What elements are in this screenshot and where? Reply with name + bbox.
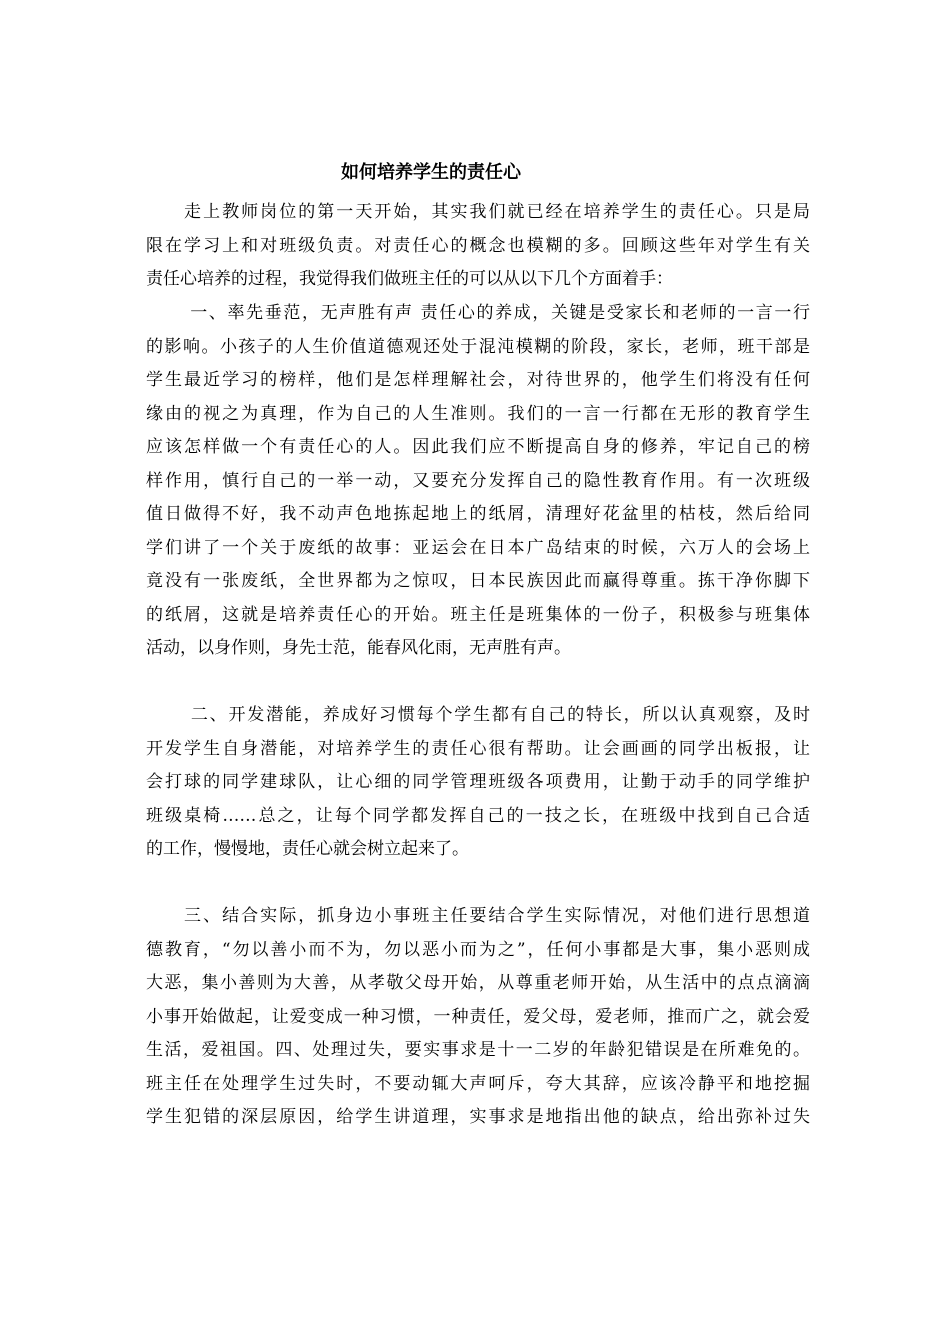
text-line: 小事开始做起，让爱变成一种习惯，一种责任，爱父母，爱老师，推而广之，就会爱 xyxy=(146,1006,810,1027)
text-line: 学生犯错的深层原因，给学生讲道理，实事求是地指出他的缺点，给出弥补过失 xyxy=(146,1107,810,1127)
text-line: 值日做得不好，我不动声色地拣起地上的纸屑，清理好花盆里的枯枝，然后给同 xyxy=(146,504,810,524)
text-line: 班主任在处理学生过失时，不要动辄大声呵斥，夸大其辞，应该冷静平和地挖掘 xyxy=(146,1073,810,1094)
paragraph-intro xyxy=(146,196,810,297)
text-line: 活动，以身作则，身先士范，能春风化雨，无声胜有声。 xyxy=(146,638,571,658)
text-line: 班级桌椅……总之，让每个同学都发挥自己的一技之长，在班级中找到自己合适 xyxy=(146,805,810,826)
text-line: 缘由的视之为真理，作为自己的人生准则。我们的一言一行都在无形的教育学生 xyxy=(146,403,810,424)
text-line: 学生最近学习的榜样，他们是怎样理解社会，对待世界的，他学生们将没有任何 xyxy=(146,370,810,390)
text-line: 样作用，慎行自己的一举一动，又要充分发挥自己的隐性教育作用。有一次班级 xyxy=(146,470,810,491)
text-line: 德教育，“勿以善小而不为，勿以恶小而为之”，任何小事都是大事，集小恶则成 xyxy=(146,939,810,960)
text-line: 学们讲了一个关于废纸的故事：亚运会在日本广岛结束的时候，六万人的会场上 xyxy=(146,537,810,558)
text-line: 的影响。小孩子的人生价值道德观还处于混沌模糊的阶段，家长，老师，班干部是 xyxy=(146,336,810,357)
text-line: 二、开发潜能，养成好习惯每个学生都有自己的特长，所以认真观察，及时 xyxy=(146,705,810,725)
text-line: 限在学习上和对班级负责。对责任心的概念也模糊的多。回顾这些年对学生有关 xyxy=(146,235,810,256)
document-title: 如何培养学生的责任心 xyxy=(341,162,521,183)
text-line: 开发学生自身潜能，对培养学生的责任心很有帮助。让会画画的同学出板报，让 xyxy=(146,738,810,759)
paragraph-section-three xyxy=(146,900,810,1135)
text-line: 应该怎样做一个有责任心的人。因此我们应不断提高自身的修养，牢记自己的榜 xyxy=(146,437,810,457)
text-line: 的纸屑，这就是培养责任心的开始。班主任是班集体的一份子，积极参与班集体 xyxy=(146,604,810,625)
text-line: 竟没有一张废纸，全世界都为之惊叹，日本民族因此而赢得尊重。拣干净你脚下 xyxy=(146,571,810,591)
text-line: 责任心培养的过程，我觉得我们做班主任的可以从以下几个方面着手： xyxy=(146,269,673,289)
paragraph-section-one xyxy=(146,297,810,666)
text-line: 生活，爱祖国。四、处理过失，要实事求是十一二岁的年龄犯错误是在所难免的。 xyxy=(146,1040,810,1060)
text-line: 三、结合实际，抓身边小事班主任要结合学生实际情况，对他们进行思想道 xyxy=(146,906,810,926)
text-line: 大恶，集小善则为大善，从孝敬父母开始，从尊重老师开始，从生活中的点点滴滴 xyxy=(146,973,810,993)
text-line: 走上教师岗位的第一天开始，其实我们就已经在培养学生的责任心。只是局 xyxy=(146,202,810,222)
text-line: 的工作，慢慢地，责任心就会树立起来了。 xyxy=(146,839,469,859)
text-line: 会打球的同学建球队，让心细的同学管理班级各项费用，让勤于动手的同学维护 xyxy=(146,772,810,792)
paragraph-section-two xyxy=(146,699,810,867)
text-line: 一、率先垂范，无声胜有声 责任心的养成，关键是受家长和老师的一言一行 xyxy=(146,303,810,323)
